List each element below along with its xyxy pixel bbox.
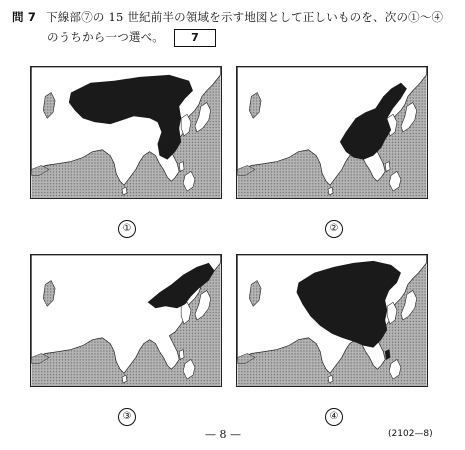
map-option-1[interactable] xyxy=(30,66,222,199)
question-text-1: 下線部⑦の 15 世紀前半の領域を示す地図として正しいものを、次の①～④ xyxy=(46,10,444,24)
question-text-2: のうちから一つ選べ。 xyxy=(47,30,164,44)
answer-box[interactable]: 7 xyxy=(174,29,216,47)
map-3-svg xyxy=(31,255,221,386)
question-line-2 xyxy=(47,29,216,47)
map-1-svg xyxy=(31,67,221,198)
question-number: 問 7 xyxy=(12,10,37,24)
map-option-2[interactable] xyxy=(236,66,428,199)
map-4-svg xyxy=(237,255,427,386)
map-2-svg xyxy=(237,67,427,198)
option-2-label[interactable]: ② xyxy=(325,220,343,238)
question-line-1 xyxy=(12,9,443,25)
option-1-label[interactable]: ① xyxy=(118,220,136,238)
map-option-3[interactable] xyxy=(30,254,222,387)
map-option-4[interactable] xyxy=(236,254,428,387)
option-3-label[interactable]: ③ xyxy=(118,408,136,426)
page-number: — 8 — xyxy=(205,428,241,441)
exam-code: (2102—8) xyxy=(388,429,433,439)
option-4-label[interactable]: ④ xyxy=(325,408,343,426)
